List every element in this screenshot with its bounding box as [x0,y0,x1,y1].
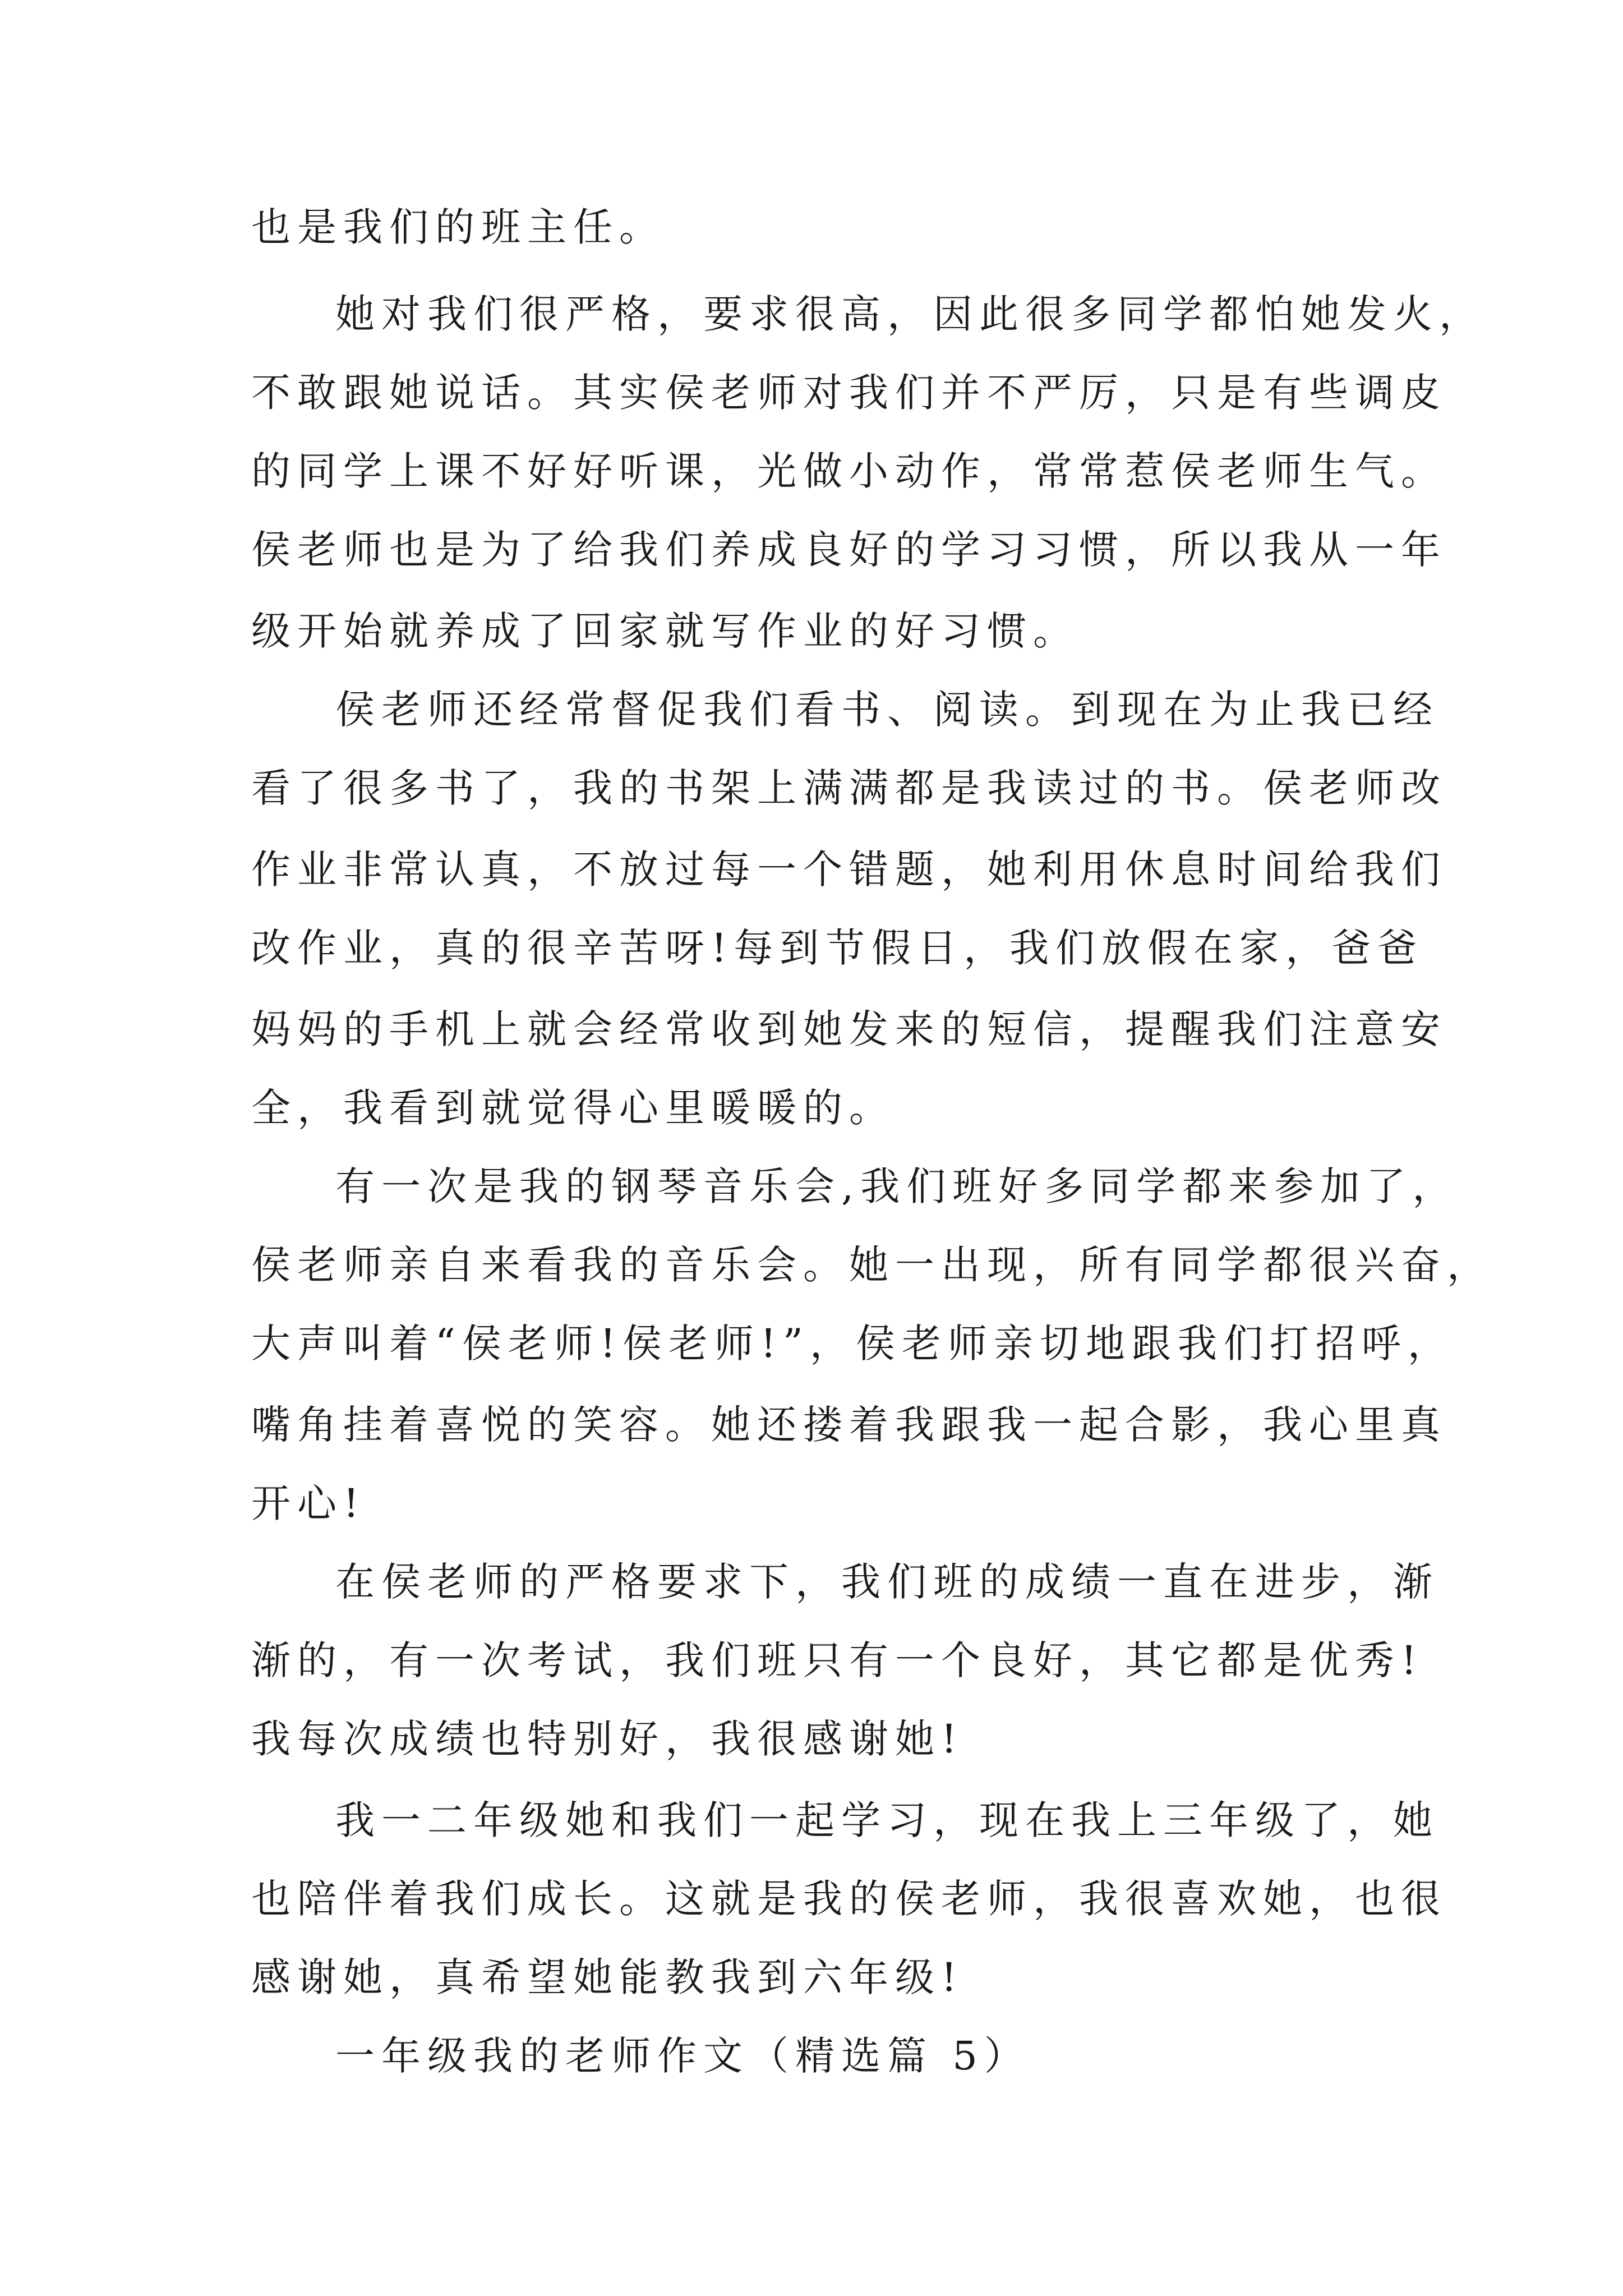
text-line: 妈妈的手机上就会经常收到她发来的短信，提醒我们注意安 [251,1006,1447,1052]
text-line: 感谢她，真希望她能教我到六年级! [251,1954,964,2000]
text-line: 我每次成绩也特别好，我很感谢她! [251,1716,964,1762]
section-heading: 一年级我的老师作文（精选篇 5） [335,2033,1030,2079]
text-line: 侯老师还经常督促我们看书、阅读。到现在为止我已经 [335,687,1439,733]
text-line: 也陪伴着我们成长。这就是我的侯老师，我很喜欢她，也很 [251,1876,1447,1922]
text-line: 看了很多书了，我的书架上满满都是我读过的书。侯老师改 [251,765,1447,811]
text-line: 侯老师亲自来看我的音乐会。她一出现，所有同学都很兴奋， [251,1242,1493,1288]
text-line: 她对我们很严格，要求很高，因此很多同学都怕她发火， [335,291,1485,337]
text-line: 嘴角挂着喜悦的笑容。她还搂着我跟我一起合影，我心里真 [251,1402,1447,1448]
text-line: 侯老师也是为了给我们养成良好的学习习惯，所以我从一年 [251,527,1447,573]
text-line: 不敢跟她说话。其实侯老师对我们并不严厉，只是有些调皮 [251,370,1447,416]
text-line: 我一二年级她和我们一起学习，现在我上三年级了，她 [335,1797,1439,1843]
text-line: 大声叫着“侯老师!侯老师!”，侯老师亲切地跟我们打招呼， [251,1320,1454,1366]
text-line: 有一次是我的钢琴音乐会,我们班好多同学都来参加了， [335,1163,1459,1209]
text-line: 的同学上课不好好听课，光做小动作，常常惹侯老师生气。 [251,448,1447,494]
text-line: 作业非常认真，不放过每一个错题，她利用休息时间给我们 [251,846,1447,892]
text-line: 也是我们的班主任。 [251,204,665,250]
text-line: 全，我看到就觉得心里暖暖的。 [251,1085,895,1131]
text-line: 在侯老师的严格要求下，我们班的成绩一直在进步，渐 [335,1559,1439,1605]
text-line: 改作业，真的很辛苦呀!每到节假日，我们放假在家，爸爸 [251,925,1424,971]
text-line: 开心! [251,1480,366,1526]
text-line: 渐的，有一次考试，我们班只有一个良好，其它都是优秀! [251,1637,1424,1683]
text-line: 级开始就养成了回家就写作业的好习惯。 [251,608,1079,654]
